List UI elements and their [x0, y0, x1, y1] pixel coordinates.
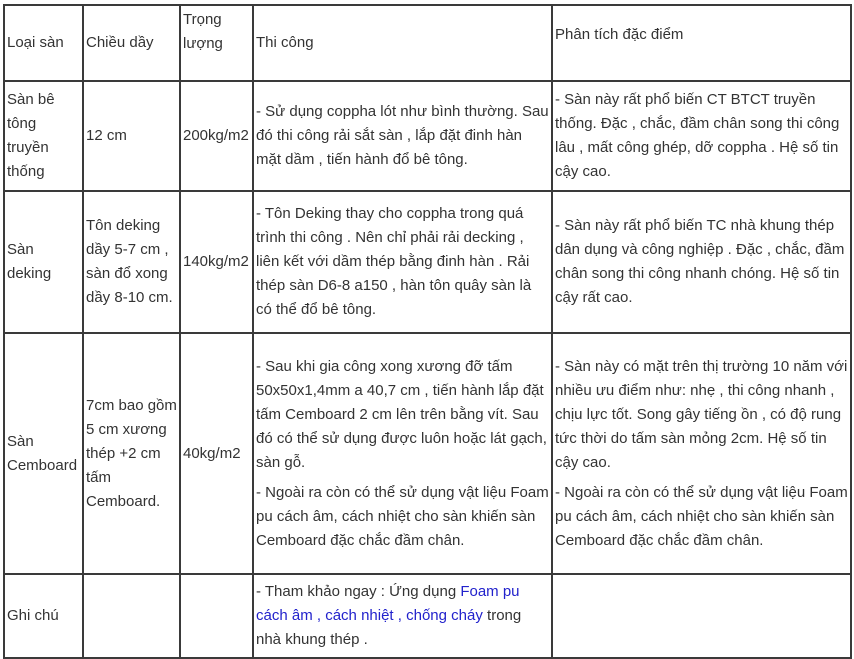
cell-thickness — [83, 574, 180, 658]
header-construction: Thi công — [253, 5, 552, 81]
header-floor-type: Loại sàn — [4, 5, 83, 81]
cell-floor-type: Sàn bê tông truyền thống — [4, 81, 83, 191]
link-chong-chay[interactable]: chống cháy — [406, 607, 483, 624]
header-row — [4, 5, 851, 81]
cell-weight: 200kg/m2 — [180, 81, 253, 191]
construction-text: - Sử dụng coppha lót như bình thường. Sau đó thi công rải sắt sàn , lắp đặt đinh hàn mặt dầm , tiến hành đổ bê tông. — [256, 103, 549, 168]
construction-text: - Tôn Deking thay cho coppha trong quá trình thi công . Nên chỉ phải rải decking , liên kết với dầm thép bằng đinh hàn . Rải thép sàn D6-8 a150 , hàn tôn quây sàn là có thể đổ bê tông. — [256, 205, 532, 318]
note-prefix: - Tham khảo ngay : Ứng dụng — [256, 583, 461, 600]
cell-construction — [253, 191, 552, 333]
note-text — [256, 580, 550, 652]
table-row — [4, 333, 851, 574]
analysis-text: - Ngoài ra còn có thể sử dụng vật liệu Foam pu cách âm, cách nhiệt cho sàn khiến sàn Cemboard đặc chắc đầm chân. — [555, 483, 848, 549]
cell-weight: 40kg/m2 — [180, 333, 253, 574]
cell-weight: 140kg/m2 — [180, 191, 253, 333]
cell-analysis — [552, 333, 851, 574]
analysis-text: - Sàn này rất phổ biến CT BTCT truyền thống. Đặc , chắc, đầm chân song thi công lâu , mất công ghép, dỡ coppha . Hệ số tin cậy cao. — [555, 91, 840, 180]
table-row — [4, 191, 851, 333]
floor-comparison-table — [3, 4, 852, 659]
table-row-note — [4, 574, 851, 658]
header-analysis: Phân tích đặc điểm — [552, 5, 851, 81]
construction-text: - Sau khi gia công xong xương đỡ tấm 50x50x1,4mm a 40,7 cm , tiến hành lắp đặt tấm Cemboard 2 cm lên trên bằng vít. Sau đó có thể sử dụng được luôn hoặc lát gạch, sàn gỗ. — [256, 357, 547, 471]
cell-analysis — [552, 574, 851, 658]
header-thickness: Chiều dầy — [83, 5, 180, 81]
construction-text: - Ngoài ra còn có thể sử dụng vật liệu Foam pu cách âm, cách nhiệt cho sàn khiến sàn Cemboard đặc chắc đầm chân. — [256, 483, 549, 549]
analysis-text: - Sàn này rất phổ biến TC nhà khung thép dân dụng và công nghiệp . Đặc , chắc, đầm chân song thi công nhanh chóng. Hệ số tin cậy rất cao. — [555, 217, 845, 306]
cell-weight — [180, 574, 253, 658]
table-row — [4, 81, 851, 191]
cell-analysis — [552, 191, 851, 333]
cell-thickness: Tôn deking dầy 5-7 cm , sàn đổ xong dầy 8-10 cm. — [83, 191, 180, 333]
cell-construction — [253, 333, 552, 574]
link-foam-pu-cach-am[interactable]: Foam pu cách âm — [256, 583, 520, 624]
note-suffix: trong nhà khung thép . — [256, 607, 522, 648]
link-cach-nhiet[interactable]: cách nhiệt — [325, 607, 394, 624]
analysis-text: - Sàn này có mặt trên thị trường 10 năm với nhiều ưu điểm như: nhẹ , thi công nhanh , chịu lực tốt. Song gây tiếng ồn , có độ rung tức thời do tấm sàn mỏng 2cm. Hệ số tin cậy cao. — [555, 357, 848, 471]
header-weight: Trọng lượng — [180, 5, 253, 81]
cell-construction — [253, 81, 552, 191]
cell-thickness: 12 cm — [83, 81, 180, 191]
link-separator: , — [312, 607, 326, 624]
cell-analysis — [552, 81, 851, 191]
cell-note — [253, 574, 552, 658]
cell-floor-type: Ghi chú — [4, 574, 83, 658]
link-separator: , — [393, 607, 407, 624]
cell-floor-type: Sàn deking — [4, 191, 83, 333]
cell-floor-type: Sàn Cemboard — [4, 333, 83, 574]
cell-thickness: 7cm bao gồm 5 cm xương thép +2 cm tấm Cemboard. — [83, 333, 180, 574]
